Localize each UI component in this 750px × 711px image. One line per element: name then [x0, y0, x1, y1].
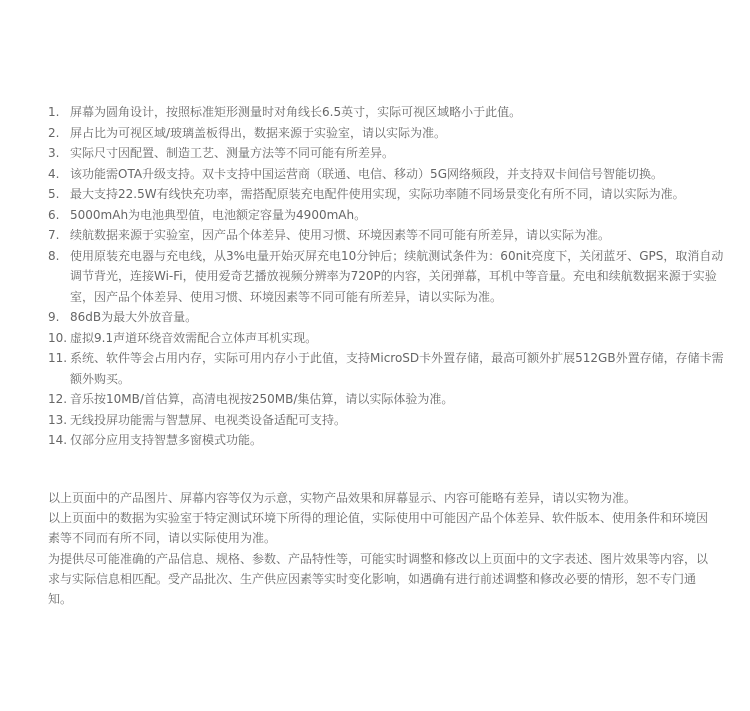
disclaimer-paragraph: 为提供尽可能准确的产品信息、规格、参数、产品特性等，可能实时调整和修改以上页面中的文字表述、图片效果等内容，以求与实际信息相匹配。受产品批次、生产供应因素等实时变化影响，如遇确有进行前述调整和修改必要的情形，恕不专门通知。 — [48, 551, 709, 607]
disclaimer-paragraph: 以上页面中的产品图片、屏幕内容等仅为示意，实物产品效果和屏幕显示、内容可能略有差异，请以实物为准。 — [48, 491, 637, 505]
footnote-number: 9. — [48, 310, 60, 324]
footnote-item — [48, 184, 724, 205]
footnote-number: 14. — [48, 433, 68, 447]
footnote-item — [48, 410, 724, 431]
footnote-text: 屏占比为可视区域/玻璃盖板得出，数据来源于实验室，请以实际为准。 — [70, 125, 447, 140]
footnote-item — [48, 123, 724, 144]
footnote-item — [48, 348, 724, 389]
footnote-number: 4. — [48, 166, 60, 181]
footnote-item — [48, 246, 724, 308]
footnote-item — [48, 164, 724, 185]
footnote-text: 实际尺寸因配置、制造工艺、测量方法等不同可能有所差异。 — [70, 146, 395, 160]
footnote-text: 音乐按10MB/首估算，高清电视按250MB/集估算，请以实际体验为准。 — [70, 392, 454, 406]
disclaimer-section — [48, 488, 716, 609]
footnote-number: 1. — [48, 105, 60, 119]
disclaimer-paragraph: 以上页面中的数据为实验室于特定测试环境下所得的理论值，实际使用中可能因产品个体差异、软件版本、使用条件和环境因素等不同而有所不同，请以实际使用为准。 — [48, 511, 709, 546]
footnote-number: 5. — [48, 187, 60, 201]
footnote-text: 无线投屏功能需与智慧屏、电视类设备适配可支持。 — [70, 412, 347, 427]
footnote-number: 13. — [48, 412, 68, 427]
footnote-text: 虚拟9.1声道环绕音效需配合立体声耳机实现。 — [70, 330, 318, 345]
footnote-text: 屏幕为圆角设计，按照标准矩形测量时对角线长6.5英寸，实际可视区域略小于此值。 — [70, 105, 522, 119]
footnote-number: 11. — [48, 351, 68, 365]
footnote-item — [48, 102, 724, 123]
footnote-item — [48, 143, 724, 164]
footnote-number: 6. — [48, 207, 60, 222]
footnote-number: 7. — [48, 228, 60, 242]
footnote-item — [48, 389, 724, 410]
footnote-text: 5000mAh为电池典型值，电池额定容量为4900mAh。 — [70, 207, 367, 222]
footnote-item — [48, 225, 724, 246]
footnote-number: 12. — [48, 392, 68, 406]
footnotes-list — [48, 102, 724, 451]
footnote-number: 3. — [48, 146, 60, 160]
footnote-text: 系统、软件等会占用内存，实际可用内存小于此值，支持MicroSD卡外置存储，最高可额外扩展512GB外置存储，存储卡需额外购买。 — [70, 351, 724, 386]
footnote-text: 该功能需OTA升级支持。双卡支持中国运营商（联通、电信、移动）5G网络频段，并支持双卡间信号智能切换。 — [70, 166, 663, 181]
footnote-number: 2. — [48, 125, 60, 140]
footnote-text: 续航数据来源于实验室，因产品个体差异、使用习惯、环境因素等不同可能有所差异，请以实际为准。 — [70, 228, 611, 242]
footnote-text: 仅部分应用支持智慧多窗模式功能。 — [70, 433, 263, 447]
footnote-item — [48, 205, 724, 226]
footnote-item — [48, 328, 724, 349]
footnote-number: 10. — [48, 330, 68, 345]
footnote-text: 最大支持22.5W有线快充功率，需搭配原装充电配件使用实现，实际功率随不同场景变化有所不同，请以实际为准。 — [70, 187, 685, 201]
footnote-item — [48, 430, 724, 451]
footnote-item — [48, 307, 724, 328]
footnote-text: 使用原装充电器与充电线，从3%电量开始灭屏充电10分钟后；续航测试条件为：60nit亮度下，关闭蓝牙、GPS，取消自动调节背光，连接Wi-Fi，使用爱奇艺播放视频分辨率为720P的内容，关闭弹幕，耳机中等音量。充电和续航数据来源于实验室，因产品个体差异、使用习惯、环境因素等不同可能有所差异，请以实际为准。 — [70, 248, 724, 304]
footnote-text: 86dB为最大外放音量。 — [70, 310, 198, 324]
footnote-number: 8. — [48, 248, 60, 263]
